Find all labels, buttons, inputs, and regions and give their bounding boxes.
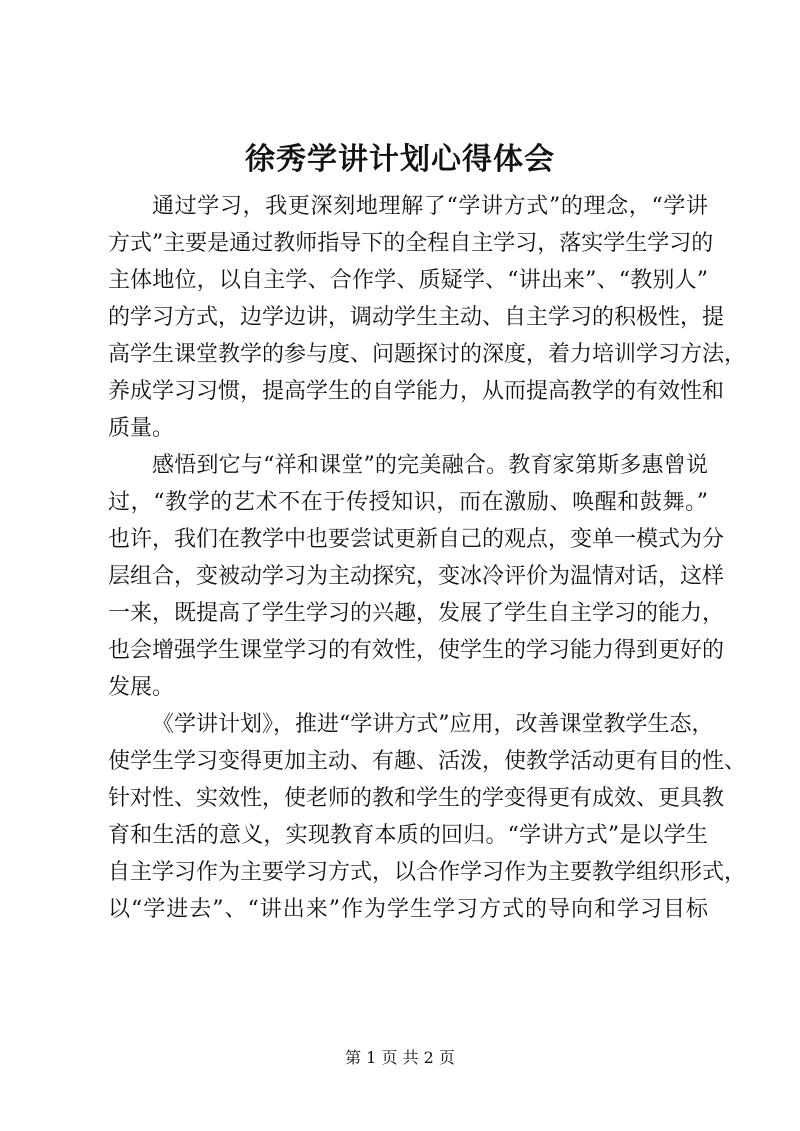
paragraph-line: 使学生学习变得更加主动、有趣、活泼，使教学活动更有目的性、 — [108, 749, 747, 774]
paragraph-line: 发展。 — [108, 675, 175, 700]
document-title: 徐秀学讲计划心得体会 — [245, 142, 555, 177]
paragraph-line: 质量。 — [108, 416, 175, 441]
document-body — [108, 188, 747, 928]
paragraph-line: 一来，既提高了学生学习的兴趣，发展了学生自主学习的能力， — [108, 601, 725, 626]
paragraph-line: 育和生活的意义，实现教育本质的回归。“学讲方式”是以学生 — [108, 823, 708, 848]
paragraph-line: 自主学习作为主要学习方式，以合作学习作为主要教学组织形式， — [108, 860, 747, 885]
paragraph-line: 的学习方式，边学边讲，调动学生主动、自主学习的积极性，提 — [108, 305, 725, 330]
paragraph-line: 针对性、实效性，使老师的教和学生的学变得更有成效、更具教 — [108, 786, 725, 811]
paragraph-line: 以“学进去”、“讲出来”作为学生学习方式的导向和学习目标 — [108, 897, 708, 922]
paragraph-line: 高学生课堂教学的参与度、问题探讨的深度，着力培训学习方法， — [108, 342, 747, 367]
paragraph-line: 养成学习习惯，提高学生的自学能力，从而提高教学的有效性和 — [108, 379, 725, 404]
paragraph-1 — [108, 188, 747, 447]
paragraph-3 — [108, 706, 747, 928]
paragraph-line: 方式”主要是通过教师指导下的全程自主学习，落实学生学习的 — [108, 231, 714, 256]
paragraph-line: 通过学习，我更深刻地理解了“学讲方式”的理念，“学讲 — [152, 194, 708, 219]
paragraph-line: 也会增强学生课堂学习的有效性，使学生的学习能力得到更好的 — [108, 638, 725, 663]
page-footer: 第 1 页 共 2 页 — [345, 1048, 455, 1067]
paragraph-line: 主体地位，以自主学、合作学、质疑学、“讲出来”、“教别人” — [108, 268, 708, 293]
paragraph-2 — [108, 447, 725, 706]
paragraph-line: 《学讲计划》，推进“学讲方式”应用，改善课堂教学生态， — [152, 712, 714, 737]
paragraph-line: 也许，我们在教学中也要尝试更新自己的观点，变单一模式为分 — [108, 527, 725, 552]
paragraph-line: 感悟到它与“祥和课堂”的完美融合。教育家第斯多惠曾说 — [152, 453, 708, 478]
paragraph-line: 层组合，变被动学习为主动探究，变冰冷评价为温情对话，这样 — [108, 564, 725, 589]
paragraph-line: 过，“教学的艺术不在于传授知识，而在激励、唤醒和鼓舞。” — [108, 490, 708, 515]
